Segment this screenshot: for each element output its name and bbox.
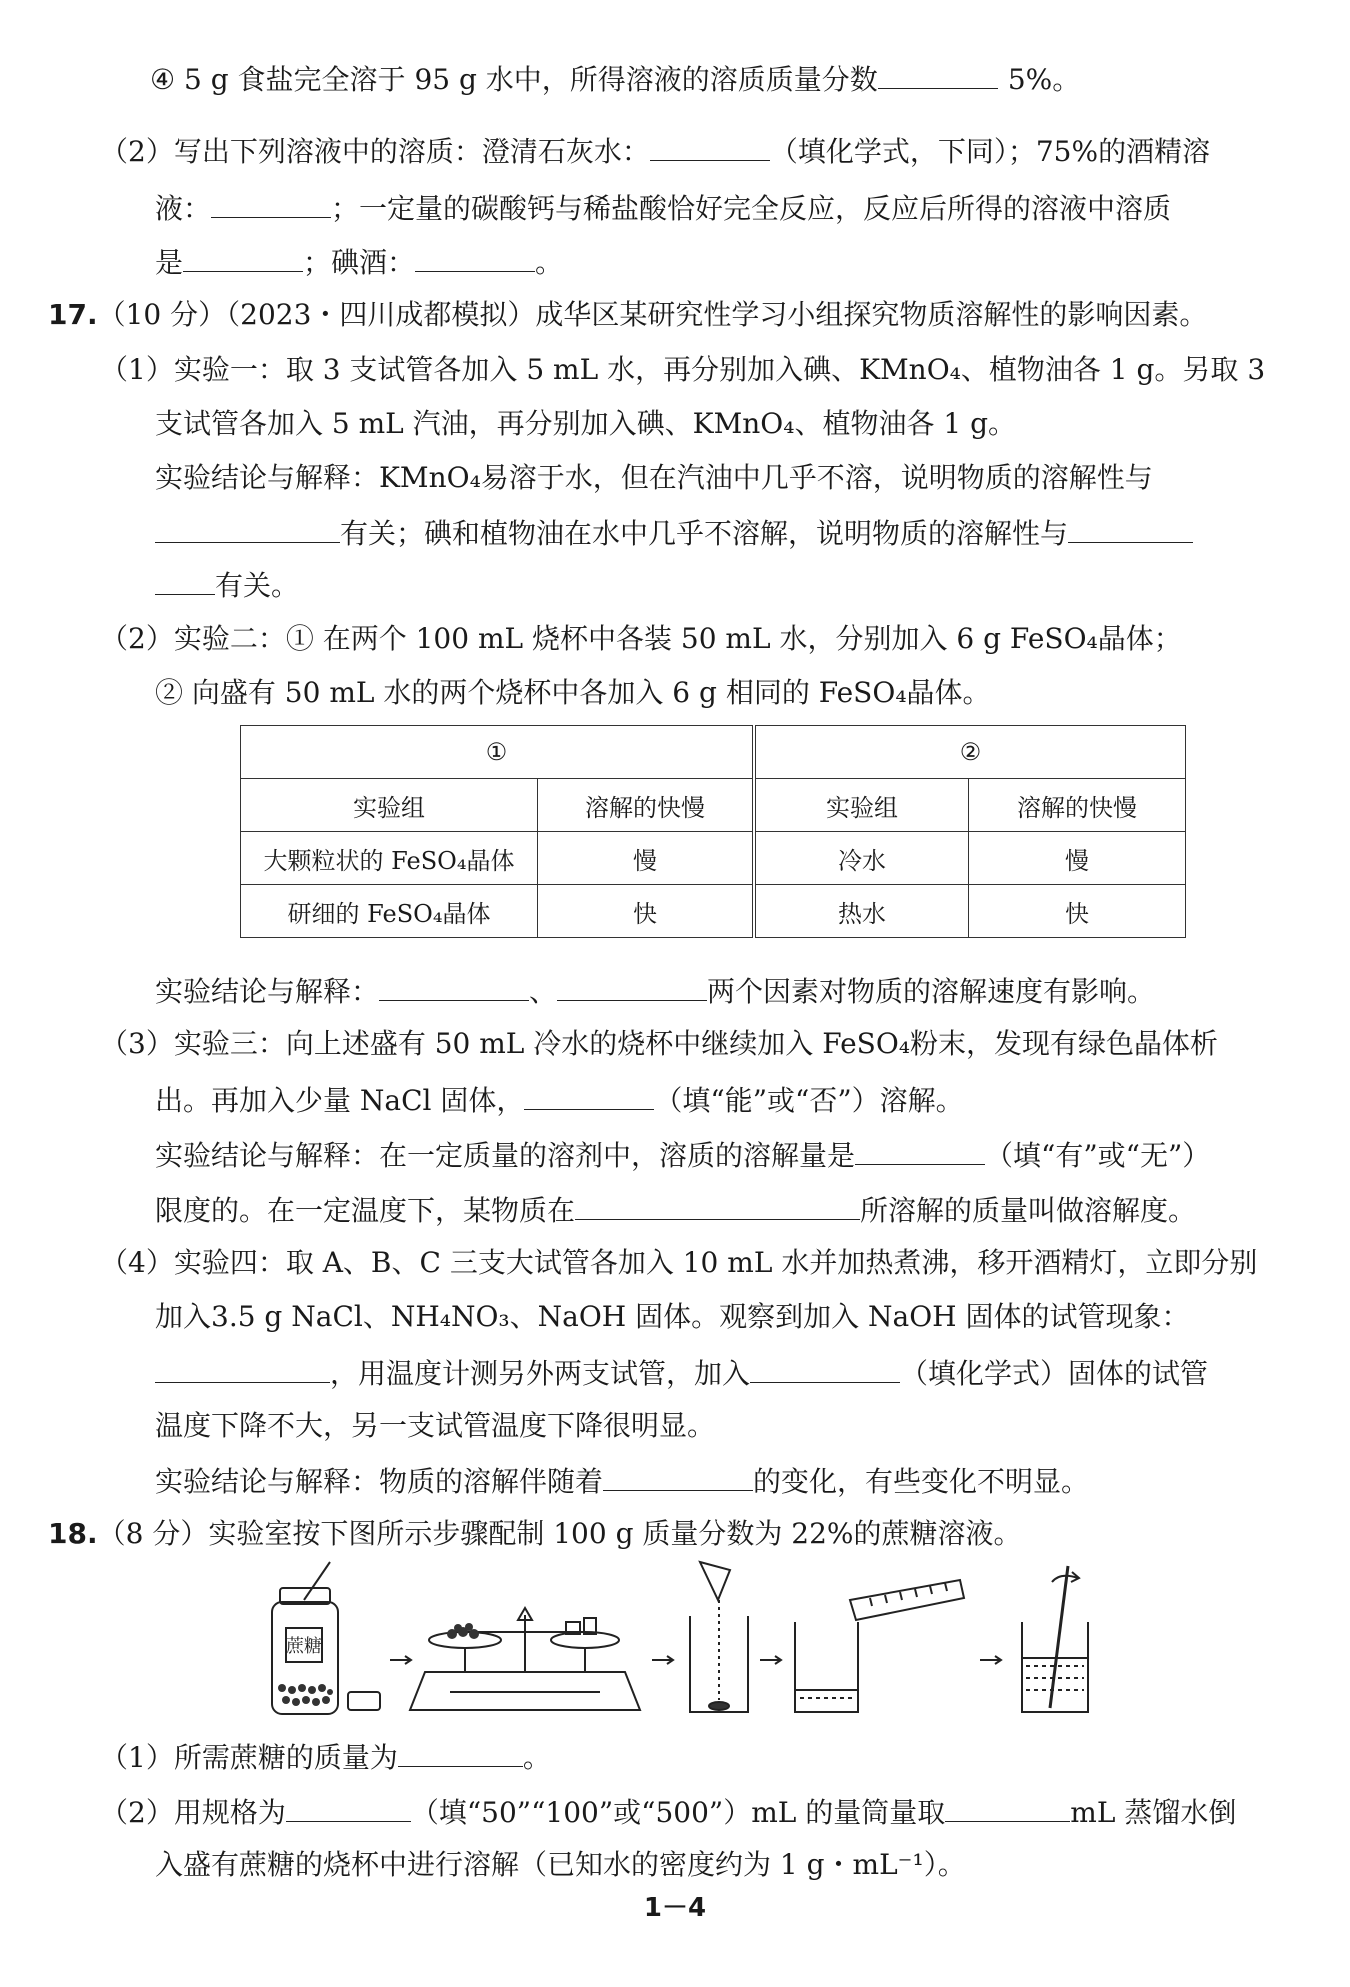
arrow-icon: [390, 1656, 411, 1664]
q17-heading: [48, 295, 1207, 335]
table-cell: 慢: [538, 832, 755, 885]
q17-part3-text: 出。再加入少量 NaCl 固体，: [155, 1084, 525, 1117]
q17-part4-line3: [155, 1352, 1208, 1392]
answer-blank[interactable]: [155, 564, 215, 595]
q18-part2-text: mL 蒸馏水倒: [1070, 1796, 1237, 1829]
q18-part2-text: （2）用规格为: [100, 1796, 286, 1829]
question-heading-text: （8 分）实验室按下图所示步骤配制 100 g 质量分数为 22%的蔗糖溶液。: [97, 1517, 1022, 1550]
q17-part4-text: 实验结论与解释：物质的溶解伴随着: [155, 1465, 604, 1498]
answer-blank[interactable]: [575, 1189, 860, 1220]
answer-blank[interactable]: [286, 1791, 411, 1822]
q17-part1-text: 有关。: [215, 569, 300, 602]
answer-blank[interactable]: [650, 130, 770, 161]
stirring-beaker-icon: [1022, 1566, 1088, 1712]
q18-part1-text: 。: [522, 1741, 551, 1774]
answer-blank[interactable]: [183, 241, 303, 272]
q18-part2-line1: [100, 1791, 1236, 1831]
q17-part3-text: 限度的。在一定温度下，某物质在: [155, 1194, 576, 1227]
q18-heading: [48, 1514, 1022, 1554]
q17-part1-line4: [155, 512, 1193, 552]
table-row: [241, 885, 1186, 938]
q17-part1-line5: [155, 564, 299, 604]
q17-part1-line3: 实验结论与解释：KMnO₄易溶于水，但在汽油中几乎不溶，说明物质的溶解性与: [155, 461, 1153, 494]
q17-part4-text: 的变化，有些变化不明显。: [753, 1465, 1090, 1498]
pour-sugar-beaker-icon: [690, 1562, 748, 1712]
q17-part1-line1: （1）实验一：取 3 支试管各加入 5 mL 水，再分别加入碘、KMnO₄、植物油各 1 g。另取 3: [100, 353, 1266, 386]
table-cell: 研细的 FeSO₄晶体: [241, 885, 538, 938]
q17-part2-line1: （2）实验二：① 在两个 100 mL 烧杯中各装 50 mL 水，分别加入 6 g FeSO₄晶体；: [100, 622, 1182, 655]
q17-part4-text: ，用温度计测另外两支试管，加入: [330, 1357, 751, 1390]
q16-part2-line1: [100, 130, 1210, 170]
table-column-header: 实验组: [754, 779, 969, 832]
q17-part3-text: （填“有”或“无”）: [985, 1139, 1211, 1172]
question-number: 17.: [48, 298, 98, 331]
q17-part4-line4: 温度下降不大，另一支试管温度下降很明显。: [155, 1409, 716, 1442]
answer-blank[interactable]: [379, 970, 529, 1001]
q17-part3-text: 所溶解的质量叫做溶解度。: [860, 1194, 1197, 1227]
table-cell: 快: [969, 885, 1186, 938]
table-column-header: 实验组: [241, 779, 538, 832]
answer-blank[interactable]: [603, 1460, 753, 1491]
balance-scale-icon: [410, 1608, 640, 1710]
q17-part2-text: 、: [529, 975, 558, 1008]
q16-part2-text: （2）写出下列溶液中的溶质：澄清石灰水：: [100, 135, 650, 168]
answer-blank[interactable]: [415, 241, 535, 272]
answer-blank[interactable]: [1068, 512, 1193, 543]
answer-blank[interactable]: [155, 1352, 330, 1383]
answer-blank[interactable]: [211, 187, 331, 218]
arrow-icon: [980, 1656, 1001, 1664]
answer-blank[interactable]: [557, 970, 707, 1001]
answer-blank[interactable]: [878, 58, 998, 89]
table-column-header: 溶解的快慢: [969, 779, 1186, 832]
q17-part3-text: （填“能”或“否”）溶解。: [654, 1084, 964, 1117]
q16-item4-text: ④ 5 g 食盐完全溶于 95 g 水中，所得溶液的溶质质量分数: [150, 63, 878, 96]
q18-part2-text: （填“50”“100”或“500”）mL 的量筒量取: [410, 1796, 946, 1829]
table-cell: 冷水: [754, 832, 969, 885]
q18-part1-line: [100, 1736, 551, 1776]
q17-part3-line1: （3）实验三：向上述盛有 50 mL 冷水的烧杯中继续加入 FeSO₄粉末，发现有绿色晶体析: [100, 1027, 1219, 1060]
q16-part2-line3: [155, 241, 563, 281]
page-number: 1－4: [643, 1893, 707, 1923]
answer-blank[interactable]: [945, 1791, 1070, 1822]
question-heading-text: （10 分）（2023・四川成都模拟）成华区某研究性学习小组探究物质溶解性的影响因素。: [97, 298, 1208, 331]
q17-part1-line2: 支试管各加入 5 mL 汽油，再分别加入碘、KMnO₄、植物油各 1 g。: [155, 407, 1017, 440]
q17-part3-line2: [155, 1079, 964, 1119]
q17-part2-text: 实验结论与解释：: [155, 975, 380, 1008]
arrow-icon: [760, 1656, 781, 1664]
q16-part2-line2: [155, 187, 1171, 227]
q17-part3-line3: [155, 1134, 1210, 1174]
q17-part1-text: 有关；碘和植物油在水中几乎不溶解，说明物质的溶解性与: [340, 517, 1069, 550]
answer-blank[interactable]: [398, 1736, 523, 1767]
table-column-header: 溶解的快慢: [538, 779, 755, 832]
q18-part2-line2: 入盛有蔗糖的烧杯中进行溶解（已知水的密度约为 1 g・mL⁻¹）。: [155, 1848, 966, 1881]
q17-part2-conclusion: [155, 970, 1155, 1010]
sugar-jar-icon: [272, 1562, 338, 1714]
answer-blank[interactable]: [155, 512, 340, 543]
arrow-icon: [652, 1656, 673, 1664]
table-group-header: ②: [754, 726, 1186, 779]
q17-part4-line5: [155, 1460, 1089, 1500]
jar-lid-icon: [348, 1692, 380, 1710]
q16-part2-text: 。: [535, 246, 564, 279]
table-cell: 快: [538, 885, 755, 938]
q16-part2-text: 液：: [155, 192, 212, 225]
table-cell: 慢: [969, 832, 1186, 885]
q16-item4-line: [150, 58, 1080, 98]
q16-item4-end: 5%。: [1007, 63, 1081, 96]
table-group-header: ①: [241, 726, 755, 779]
q17-part3-line4: [155, 1189, 1196, 1229]
q18-part1-text: （1）所需蔗糖的质量为: [100, 1741, 398, 1774]
q17-part4-line2: 加入3.5 g NaCl、NH₄NO₃、NaOH 固体。观察到加入 NaOH 固体的试管现象：: [155, 1300, 1190, 1333]
q16-part2-text: ；碘酒：: [303, 246, 416, 279]
question-number: 18.: [48, 1517, 98, 1550]
experiment-table: [240, 725, 1186, 938]
q17-part2-text: 两个因素对物质的溶解速度有影响。: [707, 975, 1156, 1008]
answer-blank[interactable]: [524, 1079, 654, 1110]
pour-water-beaker-icon: [795, 1580, 964, 1712]
table-cell: 大颗粒状的 FeSO₄晶体: [241, 832, 538, 885]
jar-label: 蔗糖: [286, 1636, 322, 1657]
q16-part2-text: 是: [155, 246, 184, 279]
q17-part4-line1: （4）实验四：取 A、B、C 三支大试管各加入 10 mL 水并加热煮沸，移开酒精灯，立即分别: [100, 1246, 1258, 1279]
table-row: [241, 832, 1186, 885]
answer-blank[interactable]: [750, 1352, 900, 1383]
q16-part2-text: ；一定量的碳酸钙与稀盐酸恰好完全反应，反应后所得的溶液中溶质: [331, 192, 1172, 225]
q17-part3-text: 实验结论与解释：在一定质量的溶剂中，溶质的溶解量是: [155, 1139, 856, 1172]
q16-part2-text: （填化学式，下同）；75%的酒精溶: [769, 135, 1211, 168]
q17-part2-line2: ② 向盛有 50 mL 水的两个烧杯中各加入 6 g 相同的 FeSO₄晶体。: [155, 676, 991, 709]
answer-blank[interactable]: [855, 1134, 985, 1165]
solution-preparation-figure: [260, 1560, 1140, 1730]
table-cell: 热水: [754, 885, 969, 938]
q17-part4-text: （填化学式）固体的试管: [900, 1357, 1209, 1390]
